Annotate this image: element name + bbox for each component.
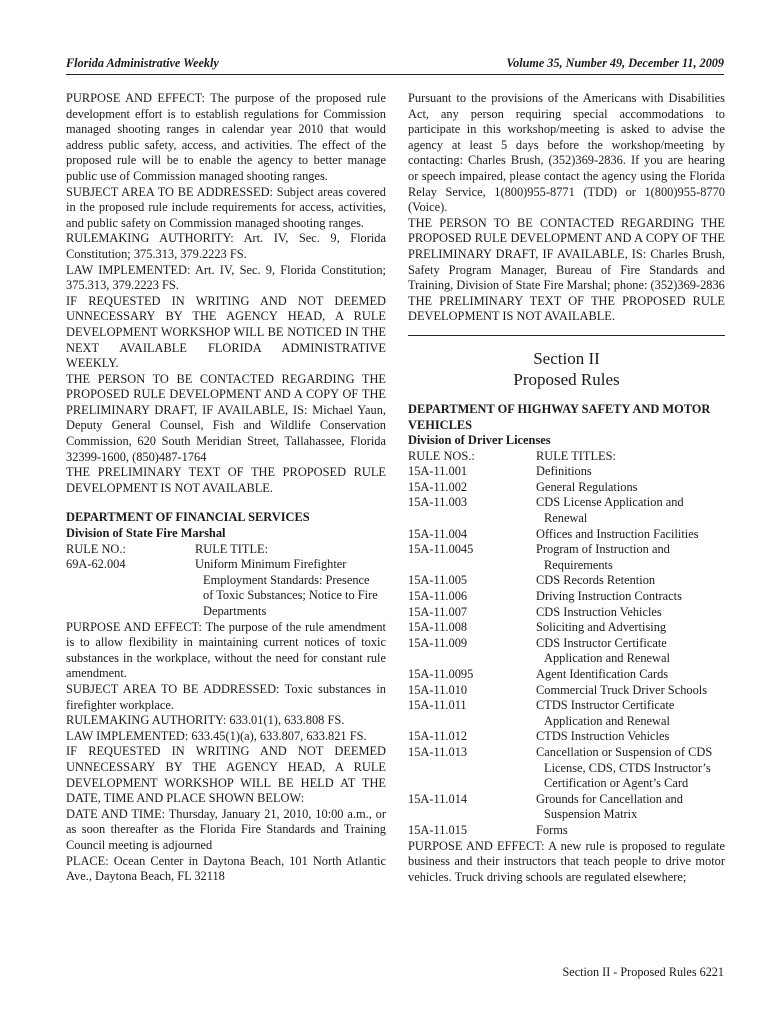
purpose-paragraph: PURPOSE AND EFFECT: The purpose of the rule amendment is to allow flexibility in maintaining current notices of toxic substances in the workplace, without the need for constant rule amendment. xyxy=(66,619,386,681)
rule-number: 15A-11.009 xyxy=(408,635,468,650)
rule-title xyxy=(536,573,725,589)
ada-notice: Pursuant to the provisions of the Americans with Disabilities Act, any person requiring special accommodations to participate in this workshop/meeting is asked to advise the agency at least 5 days before the workshop/meeting by contacting: Charles Brush, (352)369-2836. If you are hearing or speech impaired, please contact the agency using the Florida Relay Service, 1(800)955-8771 (TDD) or 1(800)955-8770 (Voice). xyxy=(408,91,725,215)
rule-title-line: Employment Standards: Presence xyxy=(203,572,370,587)
rule-title xyxy=(536,542,725,573)
rule-title-line: License, CDS, CTDS Instructor’s xyxy=(544,760,711,775)
rule-titles-label: RULE TITLES: xyxy=(536,448,616,463)
rule-title xyxy=(536,698,725,729)
rule-title xyxy=(536,527,725,543)
rule-number: 15A-11.007 xyxy=(408,604,468,619)
rule-number: 15A-11.013 xyxy=(408,744,468,759)
volume-info: Volume 35, Number 49, December 11, 2009 xyxy=(506,56,724,70)
rule-number: 15A-11.0045 xyxy=(408,542,474,557)
rule-header-row xyxy=(408,449,725,465)
section-name: Proposed Rules xyxy=(513,369,620,389)
rule-title-line: Program of Instruction and xyxy=(536,542,670,557)
rule-title-line: Departments xyxy=(203,604,267,618)
preliminary-text-notice: THE PRELIMINARY TEXT OF THE PROPOSED RULE DEVELOPMENT IS NOT AVAILABLE. xyxy=(408,293,725,324)
rule-row xyxy=(408,527,725,543)
header-divider xyxy=(66,74,724,75)
rule-title xyxy=(536,464,725,480)
rule-row xyxy=(408,745,725,792)
law-implemented: LAW IMPLEMENTED: Art. IV, Sec. 9, Florida Constitution; 375.313, 379.2223 FS. xyxy=(66,262,386,293)
rule-title xyxy=(536,667,725,683)
law-implemented: LAW IMPLEMENTED: 633.45(1)(a), 633.807, 633.821 FS. xyxy=(66,728,367,743)
rule-title-line: Grounds for Cancellation and xyxy=(536,791,683,806)
rule-number: 15A-11.011 xyxy=(408,698,467,713)
rule-title xyxy=(536,495,725,526)
rule-title-line: Renewal xyxy=(544,511,588,526)
rule-title-line: CDS Instruction Vehicles xyxy=(536,604,662,619)
rule-number: 15A-11.001 xyxy=(408,464,468,479)
left-column xyxy=(66,91,386,885)
rule-row xyxy=(408,464,725,480)
rule-title-line: CDS License Application and xyxy=(536,495,684,510)
rule-number: 15A-11.004 xyxy=(408,526,468,541)
rule-title-line: CTDS Instruction Vehicles xyxy=(536,729,670,744)
rule-title xyxy=(536,620,725,636)
contact-person: THE PERSON TO BE CONTACTED REGARDING THE PROPOSED RULE DEVELOPMENT AND A COPY OF THE PRELIMINARY DRAFT, IF AVAILABLE, IS: Charles Brush, Safety Program Manager, Bureau of Fire Standards and Training, Division of State Fire Marshal; phone: (352)369-2836 xyxy=(408,215,725,293)
rule-row xyxy=(408,495,725,526)
rule-row xyxy=(408,605,725,621)
rule-title-line: Definitions xyxy=(536,464,592,479)
rule-number: 15A-11.005 xyxy=(408,573,468,588)
rule-title-line: Offices and Instruction Facilities xyxy=(536,526,699,541)
rule-title-line: Agent Identification Cards xyxy=(536,667,669,681)
rule-title-line: Suspension Matrix xyxy=(544,807,638,822)
rule-row xyxy=(66,557,386,619)
rule-title xyxy=(536,605,725,621)
rule-row xyxy=(408,636,725,667)
rule-row xyxy=(408,729,725,745)
rule-title xyxy=(536,729,725,745)
rule-number: 15A-11.014 xyxy=(408,791,468,806)
rule-row xyxy=(408,620,725,636)
workshop-notice: IF REQUESTED IN WRITING AND NOT DEEMED UNNECESSARY BY THE AGENCY HEAD, A RULE DEVELOPMENT WORKSHOP WILL BE NOTICED IN THE NEXT AVAILABLE FLORIDA ADMINISTRATIVE WEEKLY. xyxy=(66,293,386,371)
subject-area-paragraph: SUBJECT AREA TO BE ADDRESSED: Toxic substances in firefighter workplace. xyxy=(66,681,386,712)
rule-title-line: Application and Renewal xyxy=(544,713,670,728)
rule-title xyxy=(536,683,725,699)
section-number: Section II xyxy=(533,348,600,368)
rule-number: 15A-11.0095 xyxy=(408,667,474,681)
place: PLACE: Ocean Center in Daytona Beach, 101 North Atlantic Ave., Daytona Beach, FL 32118 xyxy=(66,853,386,884)
rule-title-line: CTDS Instructor Certificate xyxy=(536,698,675,713)
department-heading: DEPARTMENT OF FINANCIAL SERVICES xyxy=(66,510,310,525)
page-footer: Section II - Proposed Rules 6221 xyxy=(562,965,724,979)
publication-title: Florida Administrative Weekly xyxy=(66,56,219,70)
workshop-notice: IF REQUESTED IN WRITING AND NOT DEEMED UNNECESSARY BY THE AGENCY HEAD, A RULE DEVELOPMENT WORKSHOP WILL BE HELD AT THE DATE, TIME AND PLACE SHOWN BELOW: xyxy=(66,744,386,806)
rule-row xyxy=(408,480,725,496)
rule-title-line: CDS Instructor Certificate xyxy=(536,635,667,650)
rule-title-line: Certification or Agent’s Card xyxy=(544,776,689,791)
rule-number: 15A-11.012 xyxy=(408,729,468,744)
rule-row xyxy=(408,698,725,729)
rule-title-line: CDS Records Retention xyxy=(536,573,656,588)
rule-title-line: Driving Instruction Contracts xyxy=(536,589,682,604)
rule-row xyxy=(408,683,725,699)
contact-person: THE PERSON TO BE CONTACTED REGARDING THE PROPOSED RULE DEVELOPMENT AND A COPY OF THE PRELIMINARY DRAFT, IF AVAILABLE, IS: Michael Yaun, Deputy General Counsel, Fish and Wildlife Conservation Commission, 620 South Meridian Street, Tallahassee, Florida 32399-1600, (850)487-1764 xyxy=(66,371,386,464)
right-column xyxy=(408,91,725,885)
rule-title-line: Commercial Truck Driver Schools xyxy=(536,682,708,697)
rule-number: 15A-11.002 xyxy=(408,479,468,494)
rule-number: 69A-62.004 xyxy=(66,557,126,572)
rule-title-line: Application and Renewal xyxy=(544,651,670,666)
rule-title-line: Uniform Minimum Firefighter xyxy=(195,557,347,572)
rule-row xyxy=(408,823,725,839)
rule-no-label: RULE NO.: xyxy=(66,541,126,556)
rule-number: 15A-11.010 xyxy=(408,682,468,697)
rule-title xyxy=(536,823,725,839)
rule-title xyxy=(536,589,725,605)
rule-title-line: Requirements xyxy=(544,557,613,572)
rule-row xyxy=(408,573,725,589)
rulemaking-authority: RULEMAKING AUTHORITY: Art. IV, Sec. 9, Florida Constitution; 375.313, 379.2223 FS. xyxy=(66,231,386,261)
rule-number: 15A-11.015 xyxy=(408,822,468,837)
rule-title-line: General Regulations xyxy=(536,479,638,494)
rule-number: 15A-11.006 xyxy=(408,589,468,604)
rule-row xyxy=(408,667,725,683)
section-title xyxy=(408,348,725,390)
rule-title-line: of Toxic Substances; Notice to Fire xyxy=(203,588,378,603)
rule-header-row xyxy=(66,542,386,558)
preliminary-text-notice: THE PRELIMINARY TEXT OF THE PROPOSED RULE DEVELOPMENT IS NOT AVAILABLE. xyxy=(66,465,386,495)
purpose-paragraph: PURPOSE AND EFFECT: The purpose of the proposed rule development effort is to establish regulations for Commission managed shooting ranges in calendar year 2010 that would address public safety, access, and activities. The effect of the proposed rule will be to enable the agency to better manage public use of Commission managed shooting ranges. xyxy=(66,91,386,183)
rule-title xyxy=(195,557,386,619)
date-time: DATE AND TIME: Thursday, January 21, 2010, 10:00 a.m., or as soon thereafter as the Florida Fire Standards and Training Council meeting is adjourned xyxy=(66,806,386,852)
rule-row xyxy=(408,589,725,605)
rule-title-label: RULE TITLE: xyxy=(195,541,269,556)
purpose-paragraph: PURPOSE AND EFFECT: A new rule is proposed to regulate business and their instructors that teach people to drive motor vehicles. Truck driving schools are regulated elsewhere; xyxy=(408,838,725,884)
rule-title xyxy=(536,745,725,792)
rule-number: 15A-11.008 xyxy=(408,620,468,635)
rule-list xyxy=(408,464,725,838)
rule-title-line: Forms xyxy=(536,822,568,837)
rule-row xyxy=(408,792,725,823)
rule-title xyxy=(536,636,725,667)
rule-title-line: Soliciting and Advertising xyxy=(536,620,667,635)
rule-title xyxy=(536,792,725,823)
rule-nos-label: RULE NOS.: xyxy=(408,448,475,463)
division-heading: Division of Driver Licenses xyxy=(408,433,551,448)
subject-area-paragraph: SUBJECT AREA TO BE ADDRESSED: Subject areas covered in the proposed rule include requirements for access, activities, and public safety on Commission managed shooting ranges. xyxy=(66,184,386,230)
section-divider xyxy=(408,335,725,336)
page-header xyxy=(66,56,724,70)
rule-row xyxy=(408,542,725,573)
division-heading: Division of State Fire Marshal xyxy=(66,526,226,541)
rulemaking-authority: RULEMAKING AUTHORITY: 633.01(1), 633.808 FS. xyxy=(66,713,345,728)
rule-title xyxy=(536,480,725,496)
rule-number: 15A-11.003 xyxy=(408,495,468,510)
rule-title-line: Cancellation or Suspension of CDS xyxy=(536,744,713,759)
department-heading: DEPARTMENT OF HIGHWAY SAFETY AND MOTOR VEHICLES xyxy=(408,401,711,432)
